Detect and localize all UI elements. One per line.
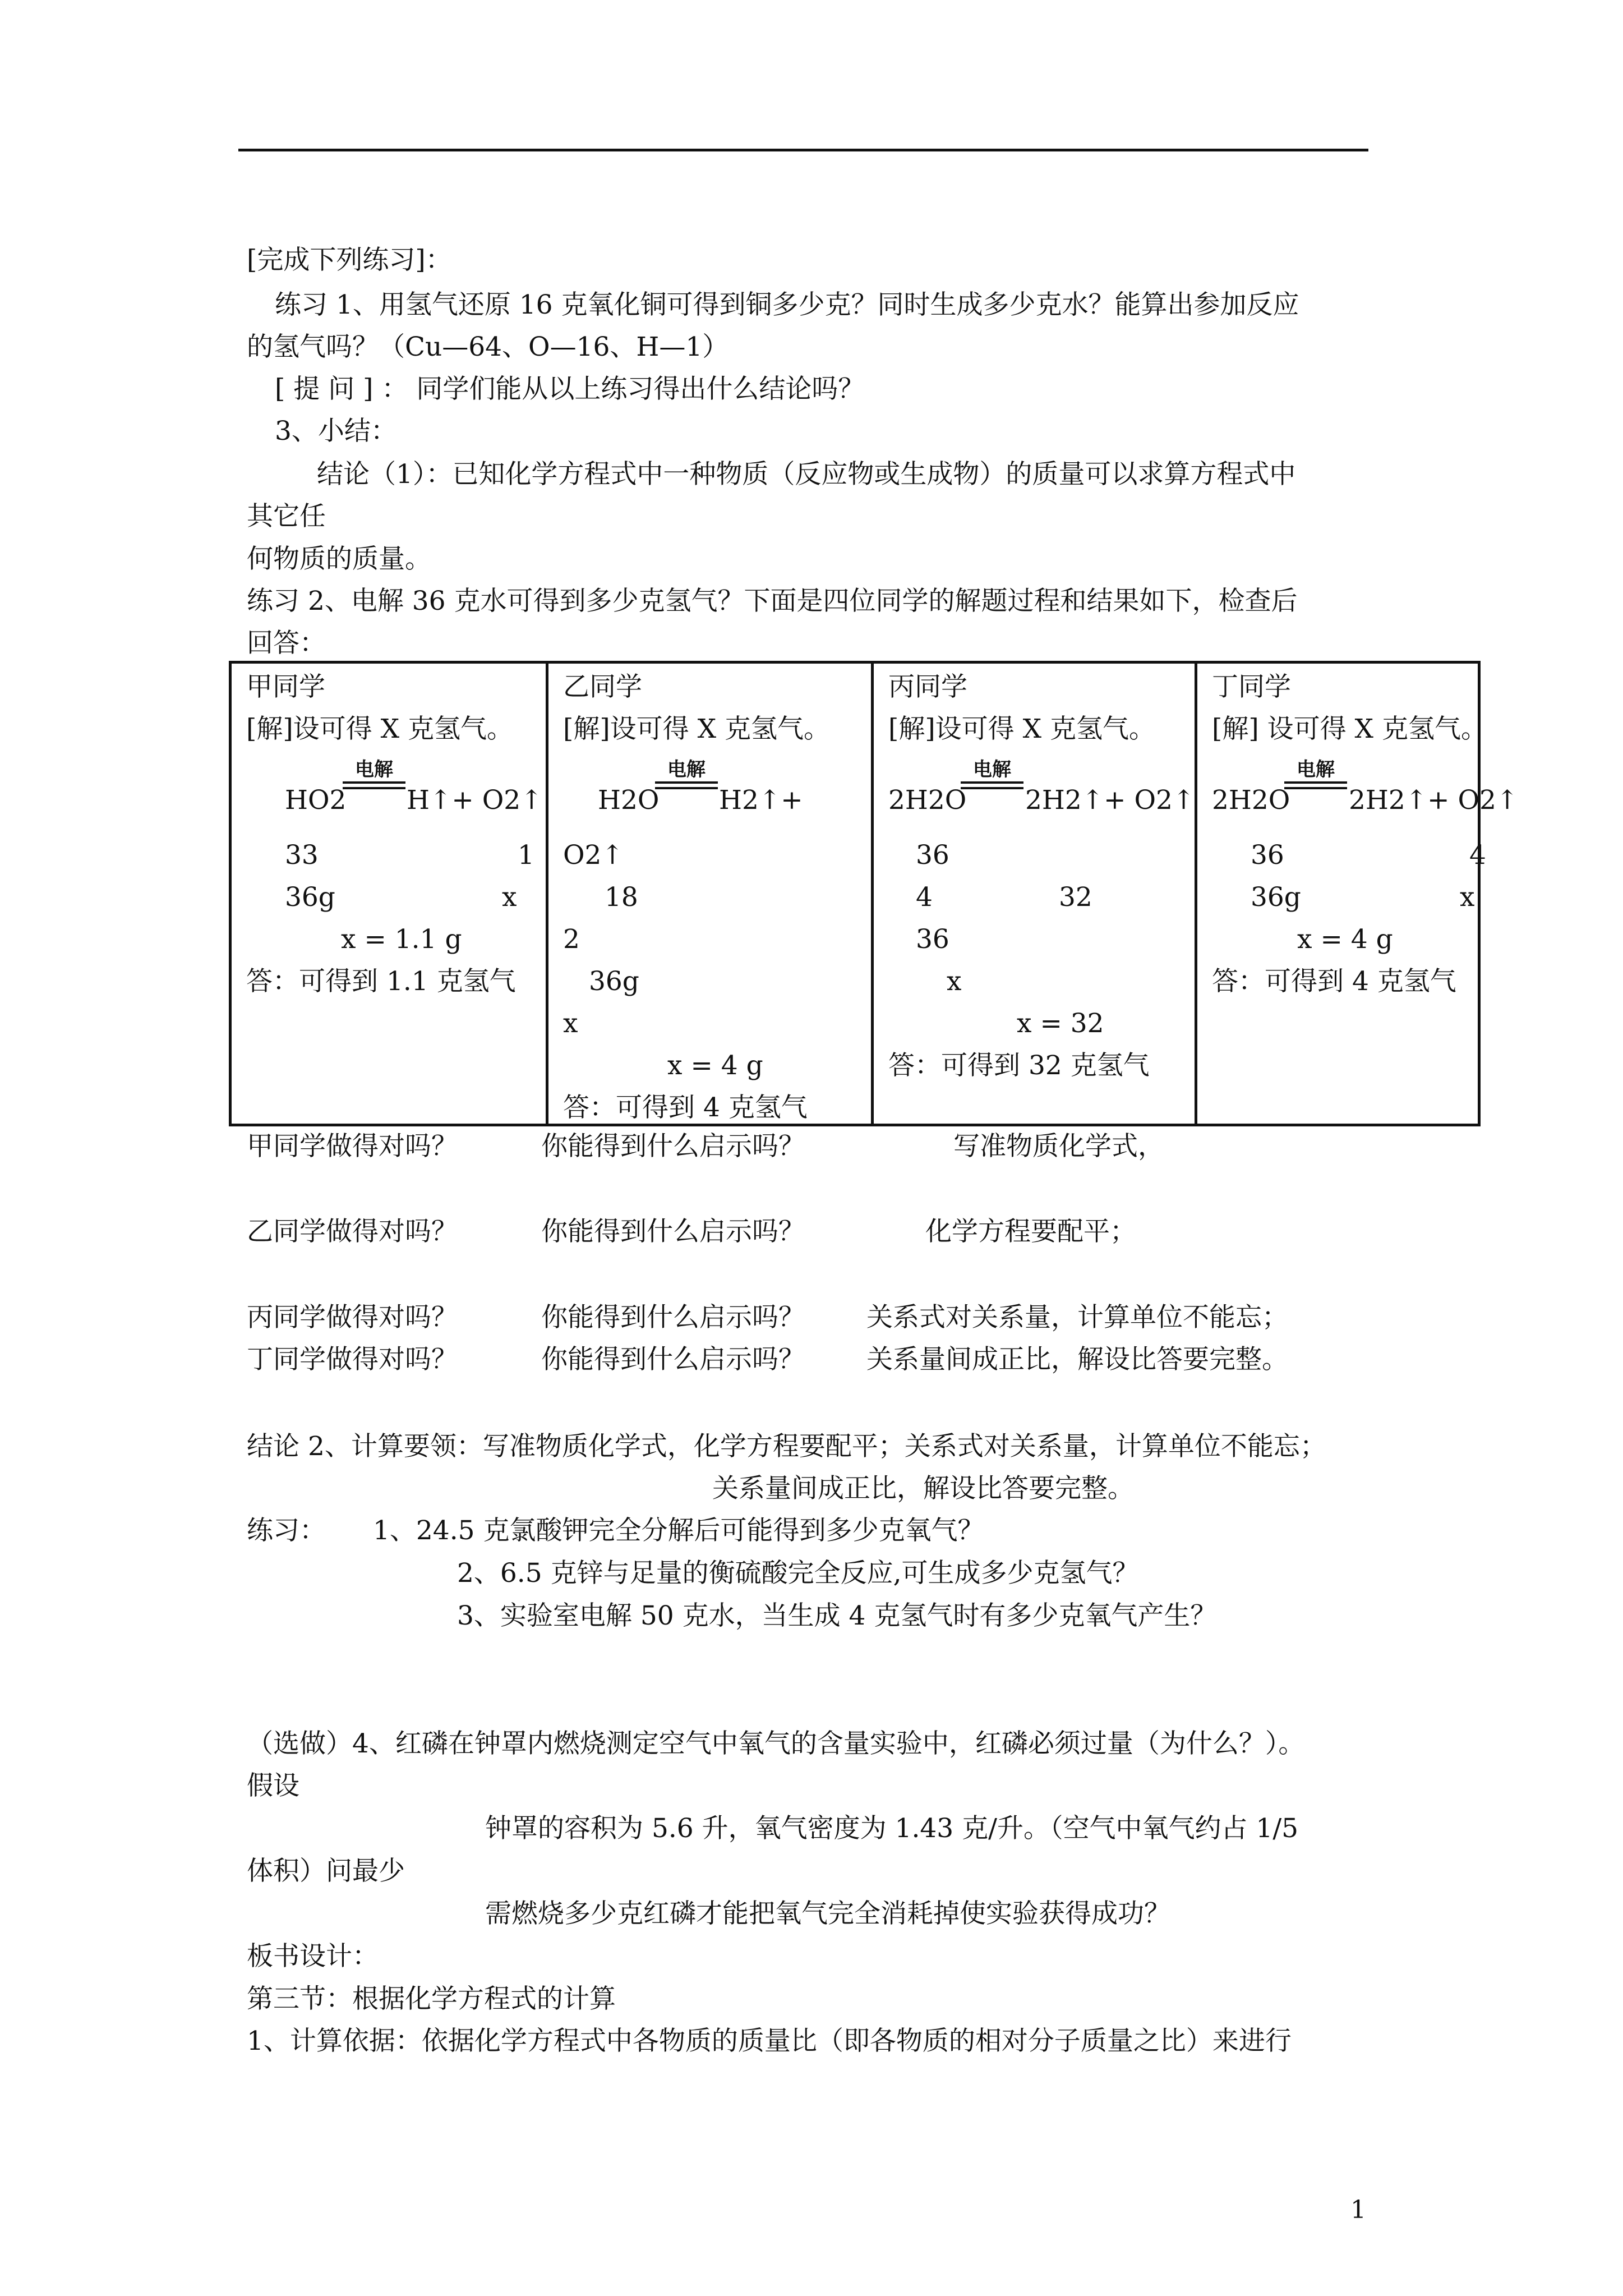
equation-right: H↑+ O2↑: [407, 785, 543, 816]
review-answer: 写准物质化学式，: [953, 1131, 1164, 1162]
solution-answer: 答：可得到 4 克氢气: [563, 1092, 808, 1123]
exercise1-line2: 的氢气吗？（Cu—64、O—16、H—1）: [247, 332, 729, 362]
solution-setup: [解] 设可得 X 克氢气。: [1212, 714, 1487, 744]
conclusion1-line1: 结论（1）：已知化学方程式中一种物质（反应物或生成物）的质量可以求算方程式中: [317, 459, 1296, 490]
solution-setup: [解]设可得 X 克氢气。: [563, 714, 831, 744]
review-answer: 关系量间成正比，解设比答要完整。: [866, 1344, 1288, 1375]
solution-cell-ding: [1196, 662, 1519, 1125]
practice-item: 1、24.5 克氯酸钾完全分解后可能得到多少克氧气？: [373, 1515, 984, 1546]
equation-left: HO2: [285, 785, 347, 816]
condition-mark: [961, 760, 1023, 789]
unknown-value: x: [563, 1008, 578, 1039]
solution-cell-yi: [547, 662, 873, 1125]
condition-label: 电解: [973, 758, 1011, 781]
ratio-value: 36: [1251, 840, 1284, 871]
ratio-value: 33: [285, 840, 319, 871]
unknown-value: x: [1460, 882, 1475, 913]
solution-result: x = 32: [1017, 1008, 1104, 1039]
condition-label: 电解: [667, 758, 706, 781]
solution-cell-jia: [230, 662, 547, 1125]
solution-answer: 答：可得到 4 克氢气: [1212, 966, 1456, 997]
ratio-value: 32: [1059, 882, 1092, 913]
conclusion1-line2: 其它任: [247, 501, 326, 532]
exercise2-line1: 练习 2、电解 36 克水可得到多少克氢气？下面是四位同学的解题过程和结果如下，检查后: [247, 586, 1298, 616]
exercise-heading: [完成下列练习]：: [247, 245, 452, 275]
exercise1-line1: 练习 1、用氢气还原 16 克氧化铜可得到铜多少克？同时生成多少克水？能算出参加反应: [275, 289, 1299, 320]
student-name: 甲同学: [246, 671, 325, 702]
practice-label: 练习：: [247, 1515, 326, 1546]
optional-line5: 需燃烧多少克红磷才能把氧气完全消耗掉使实验获得成功？: [485, 1898, 1170, 1929]
student-name: 乙同学: [563, 671, 642, 702]
unknown-value: x: [502, 882, 517, 913]
solution-answer: 答：可得到 32 克氢气: [888, 1050, 1150, 1081]
page-number: 1: [1350, 2196, 1366, 2224]
student-name: 丙同学: [888, 671, 967, 702]
optional-line4: 体积）问最少: [247, 1856, 405, 1887]
review-question-yi: 乙同学做得对吗？: [247, 1216, 458, 1247]
mass-value: 36: [916, 924, 949, 955]
equation-continued: O2↑: [563, 840, 624, 871]
optional-line3: 钟罩的容积为 5.6 升，氧气密度为 1.43 克/升。（空气中氧气约占 1/5: [485, 1813, 1299, 1844]
equation-left: 2H2O: [1212, 785, 1290, 816]
mass-value: 36g: [285, 882, 335, 913]
equation-left: H2O: [598, 785, 660, 816]
mass-value: 36g: [1251, 882, 1301, 913]
solution-result: x = 4 g: [1297, 924, 1393, 955]
review-hint: 你能得到什么启示吗？: [541, 1302, 805, 1333]
unknown-value: x: [947, 966, 962, 997]
solution-result: x = 4 g: [667, 1050, 763, 1081]
conclusion2-line2: 关系量间成正比，解设比答要完整。: [712, 1473, 1134, 1504]
calculation-basis: 1、计算依据：依据化学方程式中各物质的质量比（即各物质的相对分子质量之比）来进行: [247, 2026, 1292, 2056]
mass-value: 36g: [589, 966, 639, 997]
solution-setup: [解]设可得 X 克氢气。: [246, 714, 514, 744]
practice-item: 2、6.5 克锌与足量的衡硫酸完全反应,可生成多少克氢气？: [457, 1558, 1139, 1589]
review-hint: 你能得到什么启示吗？: [541, 1344, 805, 1375]
ratio-value: 1: [518, 840, 534, 871]
condition-label: 电解: [1297, 758, 1335, 781]
review-answer: 关系式对关系量，计算单位不能忘；: [866, 1302, 1288, 1333]
solution-result: x = 1.1 g: [341, 924, 462, 955]
condition-label: 电解: [355, 758, 393, 781]
practice-item: 3、实验室电解 50 克水，当生成 4 克氢气时有多少克氧气产生？: [457, 1600, 1217, 1631]
review-question-ding: 丁同学做得对吗？: [247, 1344, 458, 1375]
student-name: 丁同学: [1212, 671, 1291, 702]
equation-right: 2H2↑+ O2↑: [1349, 785, 1519, 816]
ratio-value: 2: [563, 924, 580, 955]
section-title: 第三节：根据化学方程式的计算: [247, 1984, 616, 2014]
conclusion1-line3: 何物质的质量。: [247, 544, 431, 574]
optional-line2: 假设: [247, 1770, 299, 1801]
solution-answer: 答：可得到 1.1 克氢气: [246, 966, 516, 997]
ratio-value: 4: [1469, 840, 1486, 871]
review-question-jia: 甲同学做得对吗？: [247, 1131, 458, 1162]
solution-setup: [解]设可得 X 克氢气。: [888, 714, 1156, 744]
condition-mark: [343, 760, 405, 789]
equation-right: 2H2↑+ O2↑: [1025, 785, 1195, 816]
header-rule: [238, 149, 1368, 151]
condition-mark: [655, 760, 718, 789]
board-design-heading: 板书设计：: [247, 1941, 379, 1972]
summary-heading: 3、小结：: [275, 416, 397, 447]
condition-mark: [1284, 760, 1347, 789]
ratio-value: 4: [916, 882, 933, 913]
review-answer: 化学方程要配平；: [925, 1216, 1136, 1247]
review-hint: 你能得到什么启示吗？: [541, 1216, 805, 1247]
ratio-value: 18: [605, 882, 638, 913]
equation-right: H2↑+: [719, 785, 803, 816]
optional-line1: （选做）4、红磷在钟罩内燃烧测定空气中氧气的含量实验中，红磷必须过量（为什么？）。: [247, 1728, 1305, 1759]
solution-cell-bing: [873, 662, 1196, 1125]
question-line: [ 提 问 ] ： 同学们能从以上练习得出什么结论吗？: [275, 374, 865, 404]
exercise2-line2: 回答：: [247, 628, 326, 659]
solutions-table: [229, 661, 1519, 1126]
conclusion2-line1: 结论 2、计算要领：写准物质化学式，化学方程要配平；关系式对关系量，计算单位不能忘；: [247, 1431, 1326, 1462]
ratio-value: 36: [916, 840, 949, 871]
equation-left: 2H2O: [888, 785, 967, 816]
review-question-bing: 丙同学做得对吗？: [247, 1302, 458, 1333]
review-hint: 你能得到什么启示吗？: [541, 1131, 805, 1162]
